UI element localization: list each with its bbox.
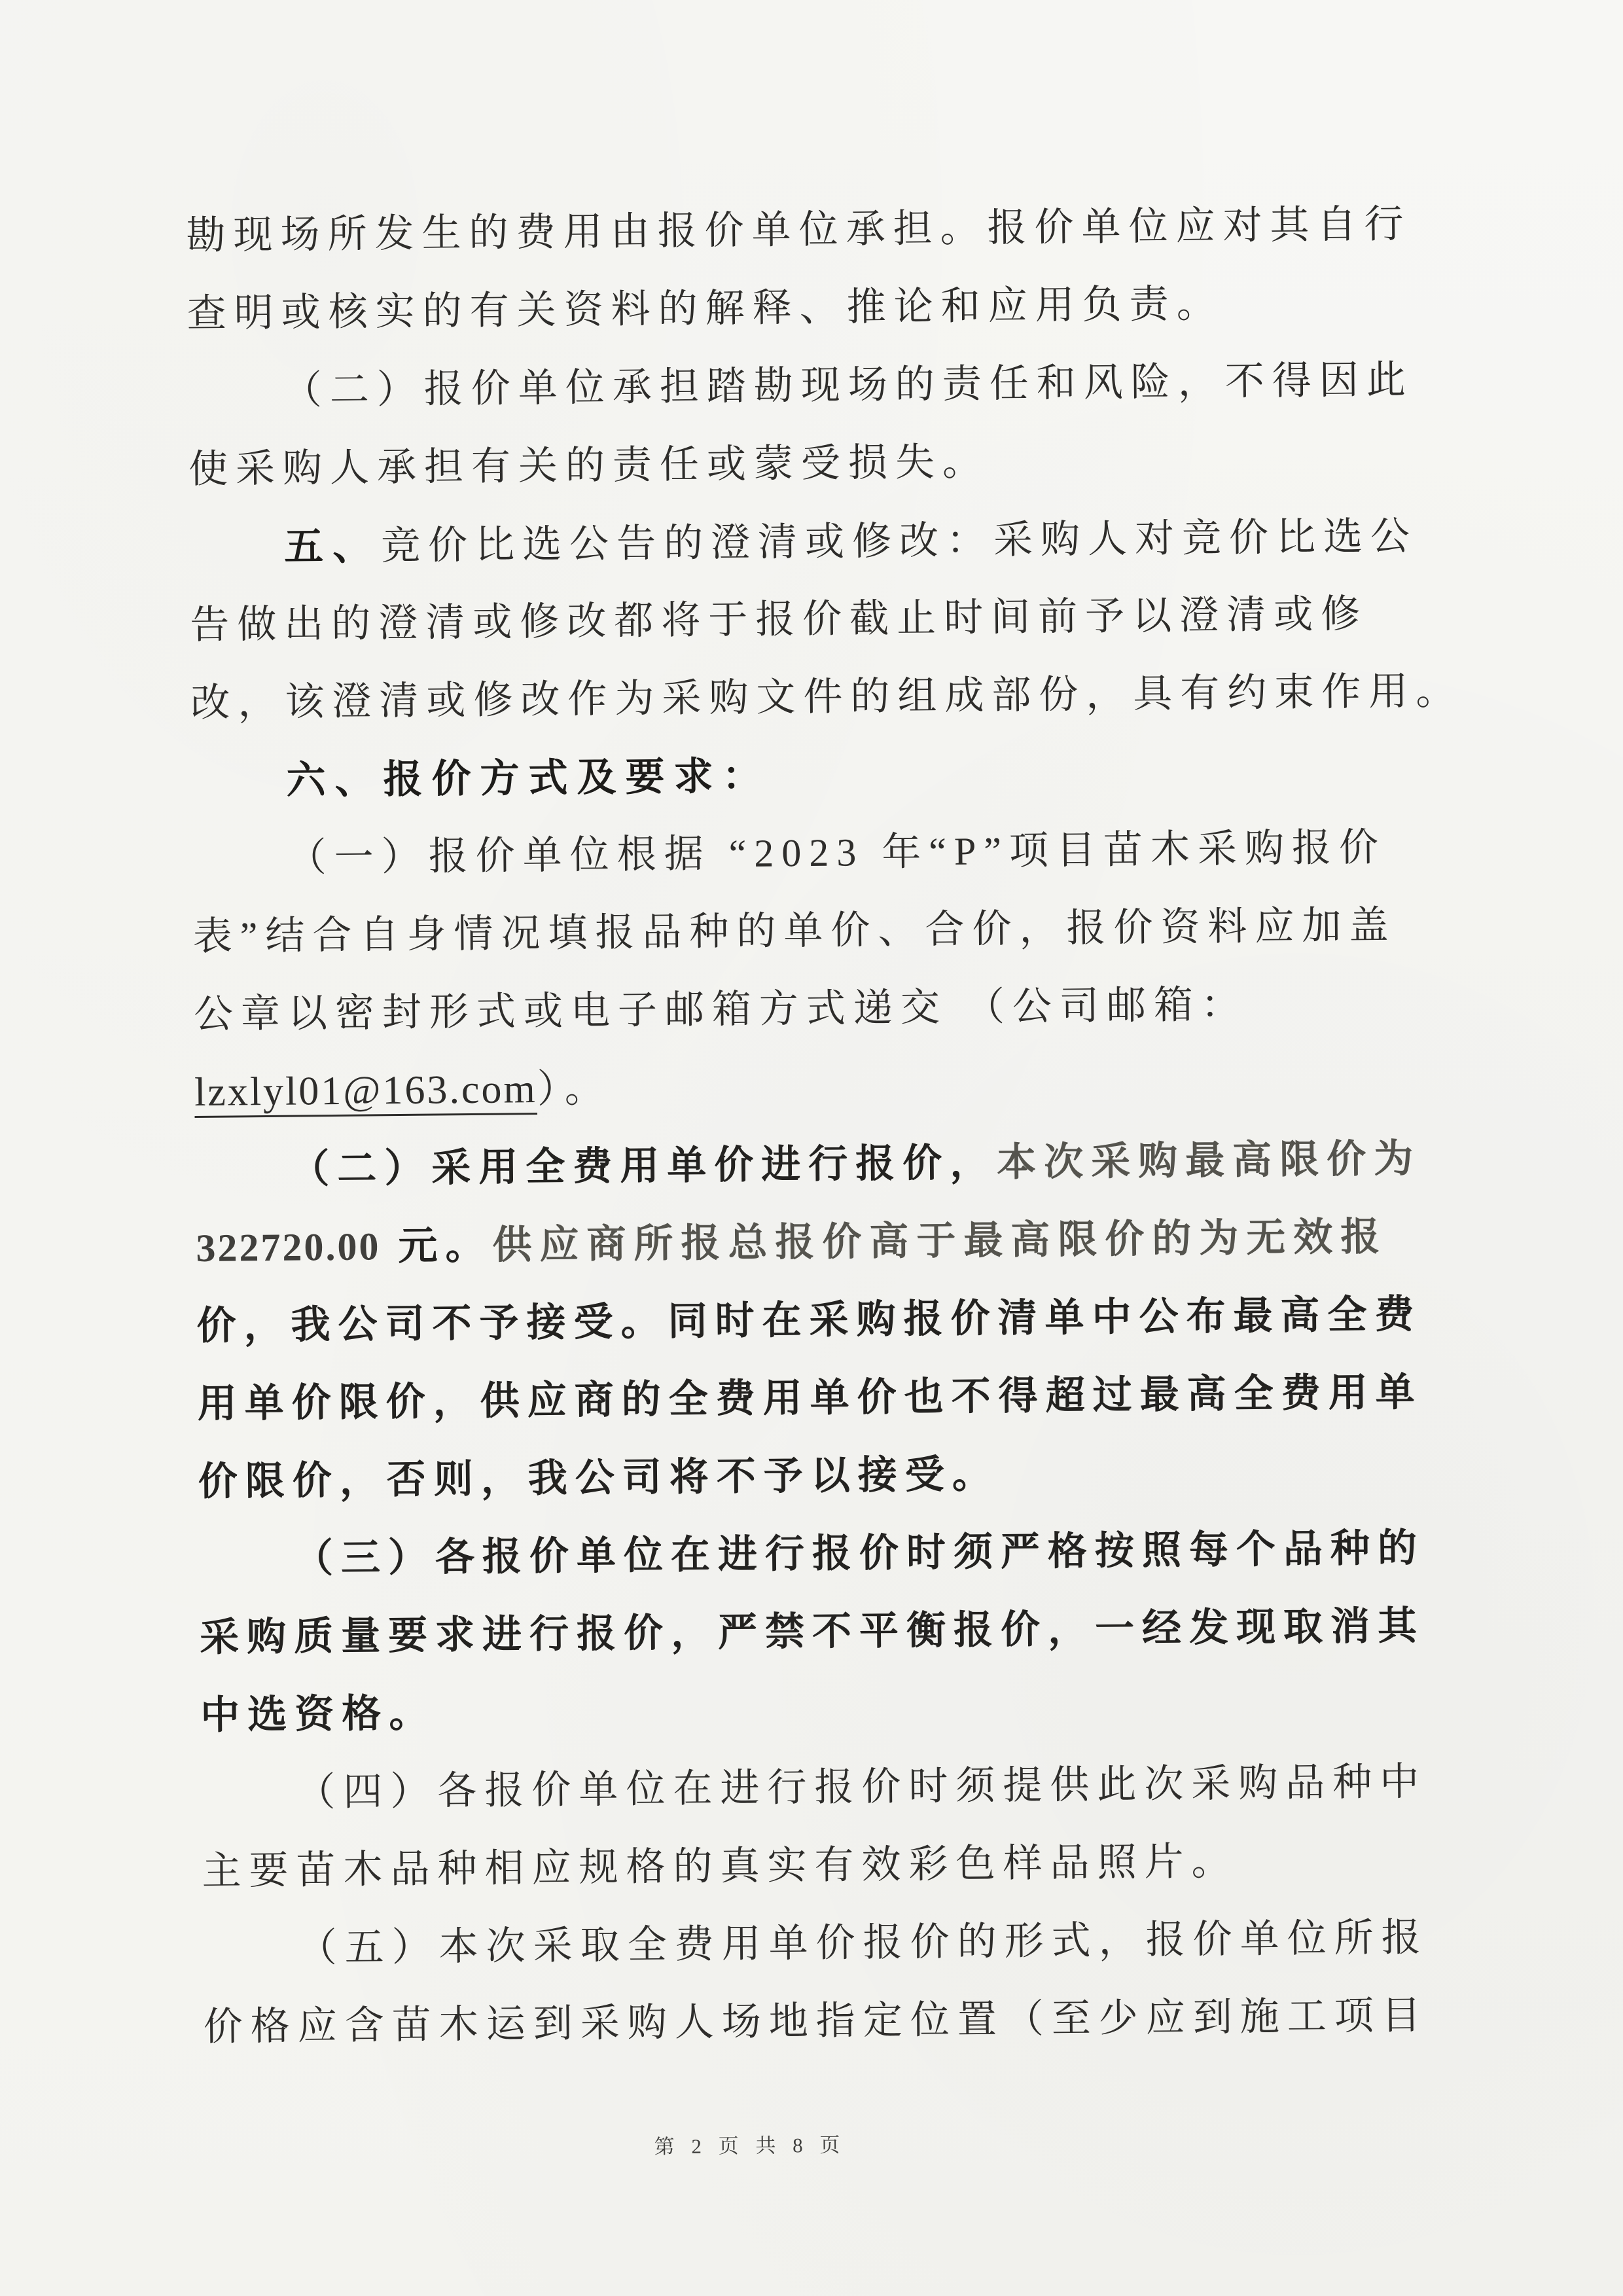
text-line [197, 1354, 1438, 1443]
text-line [196, 1276, 1437, 1365]
text-line [198, 1509, 1439, 1599]
text-line [202, 1899, 1443, 1988]
text-segment: 竞价比选公告的澄清或修改：采购人对竞价比选公 [380, 514, 1418, 568]
text-line [187, 263, 1427, 353]
text-segment: （一）报价单位根据 “2023 年“P”项目苗木采购报价 [287, 825, 1387, 880]
text-segment: （四）各报价单位在进行报价时须提供此次采购品种中 [296, 1760, 1427, 1814]
text-line [192, 808, 1433, 898]
text-segment: 本次采购最高限价为 [996, 1137, 1421, 1185]
text-segment: （三）各报价单位在进行报价时须严格按照每个品种的 [293, 1526, 1425, 1581]
text-line [189, 497, 1430, 586]
text-segment: 价格应含苗木运到采购人场地指定位置（至少应到施工项目 [203, 1994, 1429, 2049]
text-line [190, 575, 1431, 664]
text-segment: 告做出的澄清或修改都将于报价截止时间前予以澄清或修 [189, 592, 1368, 647]
text-line [188, 419, 1429, 509]
text-line [194, 1042, 1435, 1132]
text-line [190, 653, 1463, 742]
text-segment: 价，我公司不予接受。同时在采购报价清单中公布最高全费 [196, 1293, 1422, 1348]
text-line [186, 185, 1427, 275]
text-segment: 用单价限价，供应商的全费用单价也不得超过最高全费用单 [197, 1371, 1423, 1426]
text-segment: 表”结合自身情况填报品种的单价、合价，报价资料应加盖 [192, 903, 1397, 959]
text-segment: 六、报价方式及要求： [286, 753, 771, 802]
text-segment: 价限价，否则，我公司将不予以接受。 [198, 1452, 1000, 1504]
text-segment: 查明或核实的有关资料的解释、推论和应用负责。 [187, 281, 1224, 336]
text-segment: 供应商所报总报价高于最高限价的为无效报 [492, 1215, 1388, 1267]
text-segment: 使采购人承担有关的责任或蒙受损失。 [188, 440, 990, 492]
document-body [186, 185, 1463, 2066]
text-line [191, 730, 1432, 820]
text-line [196, 1198, 1436, 1287]
text-segment: ）。 [537, 1066, 612, 1111]
text-line [203, 1977, 1444, 2066]
text-line [202, 1821, 1442, 1910]
text-segment: 主要苗木品种相应规格的真实有效彩色样品照片。 [202, 1839, 1239, 1893]
text-segment: （五）本次采取全费用单价报价的形式，报价单位所报 [297, 1916, 1429, 1970]
text-segment: （二）采用全费用单价进行报价， [289, 1141, 997, 1191]
text-segment: （二）报价单位承担踏勘现场的责任和风险，不得因此 [282, 358, 1414, 412]
text-segment: 勘现场所发生的费用由报价单位承担。报价单位应对其自行 [186, 202, 1412, 258]
text-line [200, 1665, 1441, 1755]
text-segment: 五、 [283, 524, 382, 569]
text-line [193, 964, 1434, 1054]
text-segment: 中选资格。 [200, 1691, 437, 1738]
page-number: 第 2 页 共 8 页 [654, 2133, 846, 2159]
text-line [195, 1120, 1436, 1210]
text-line [201, 1743, 1442, 1833]
text-line [192, 886, 1433, 976]
text-segment: 322720.00 [196, 1225, 381, 1270]
text-line [187, 341, 1428, 431]
text-segment: 改，该澄清或修改作为采购文件的组成部份，具有约束作用。 [190, 669, 1463, 725]
text-segment: 元。 [380, 1223, 493, 1268]
text-segment: 采购质量要求进行报价，严禁不平衡报价，一经发现取消其 [199, 1604, 1425, 1660]
text-line [198, 1431, 1438, 1521]
email-address: lzxlyl01@163.com [194, 1067, 537, 1115]
text-segment: 公章以密封形式或电子邮箱方式递交 （公司邮箱： [193, 982, 1249, 1037]
text-line [200, 1587, 1440, 1677]
